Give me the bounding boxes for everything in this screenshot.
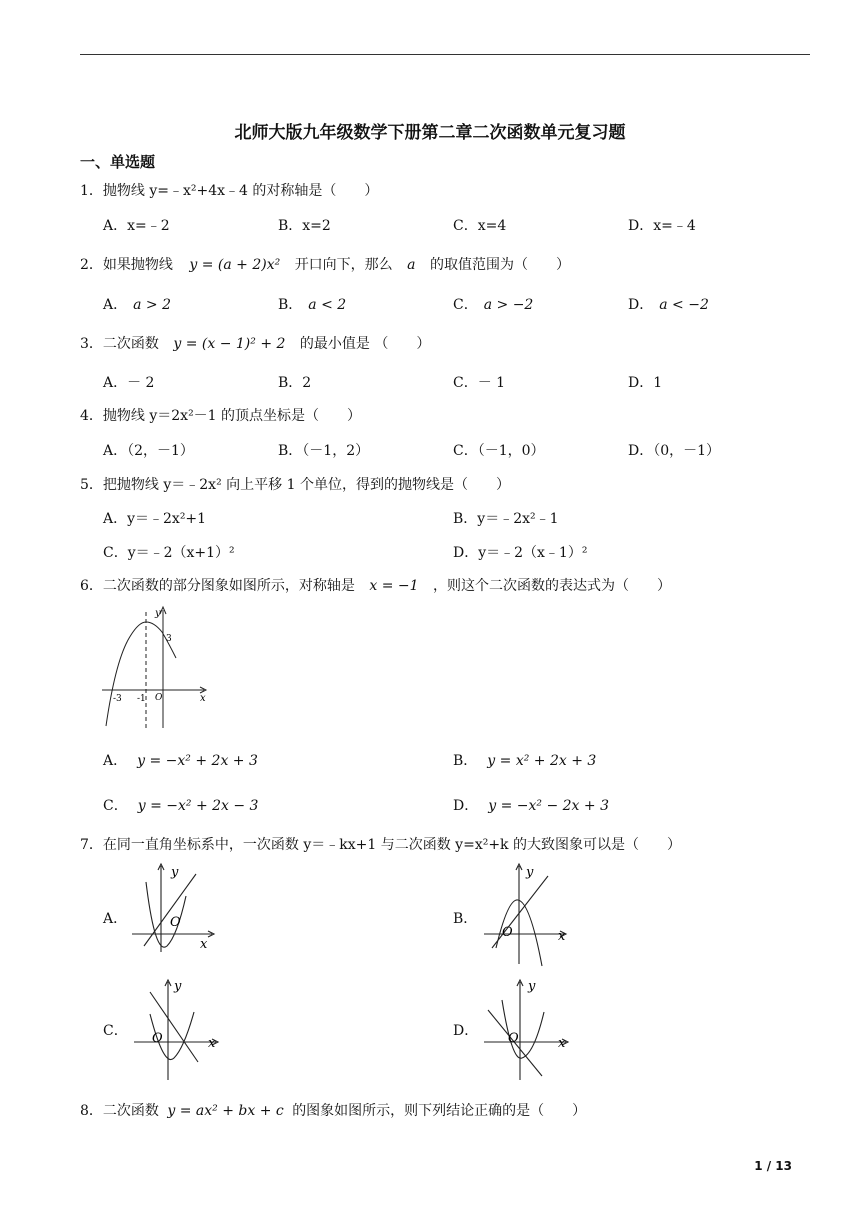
document-title: 北师大版九年级数学下册第二章二次函数单元复习题: [234, 123, 626, 143]
question-7-stem: 7．在同一直角坐标系中，一次函数 y＝﹣kx+1 与二次函数 y=x²+k 的大致图象可以是（ ）: [80, 837, 681, 853]
q6-tick-3: 3: [166, 634, 172, 644]
q4-option-a: A．（2，－1）: [103, 443, 194, 459]
q2-variable: a: [407, 257, 416, 273]
q7-graph-b: [482, 862, 574, 966]
q6-y-label: y: [155, 608, 161, 619]
question-4-stem: 4．抛物线 y＝2x²－1 的顶点坐标是（ ）: [80, 408, 362, 424]
q7-b-line: [492, 876, 548, 948]
q7-graph-d: [482, 978, 574, 1082]
q5-option-c: C．y＝﹣2（x+1）²: [103, 545, 235, 561]
q7-option-a-label: A．: [103, 911, 128, 927]
q3-stem-suffix: 的最小值是 （ ）: [299, 336, 431, 352]
q7-option-b-label: B．: [453, 911, 478, 927]
q3-option-c: C．－ 1: [453, 375, 506, 391]
svg-text:y: y: [174, 979, 182, 994]
q6-x-label: x: [200, 693, 206, 704]
q2-option-c: C． a > −2: [453, 297, 534, 313]
q6-axis: x = −1: [369, 578, 419, 594]
q6-tick-minus-3: -3: [113, 694, 122, 704]
q6-tick-minus-1: -1: [137, 694, 146, 704]
q7-a-line: [144, 874, 196, 946]
q7-c-line: [150, 992, 198, 1062]
q4-option-b: B．（－1，2）: [278, 443, 370, 459]
svg-text:y: y: [528, 979, 536, 994]
question-3-stem: [80, 333, 430, 353]
question-2-stem: [80, 254, 570, 274]
header-rule: [80, 54, 810, 55]
q4-option-d: D．（0，－1）: [628, 443, 721, 459]
svg-text:x: x: [208, 1036, 216, 1051]
q2-option-b: B． a < 2: [278, 297, 347, 313]
q7-d-parabola: [502, 1000, 544, 1058]
q1-option-c: C．x=4: [453, 218, 507, 234]
question-1-stem: 1．抛物线 y=﹣x²+4x﹣4 的对称轴是（ ）: [80, 183, 379, 199]
q6-origin-label: O: [155, 693, 163, 703]
svg-text:O: O: [508, 1031, 519, 1046]
svg-text:x: x: [558, 1036, 566, 1051]
q6-option-c: C． y = −x² + 2x − 3: [103, 798, 259, 814]
q2-stem-mid: 开口向下，那么: [294, 257, 393, 273]
q7-graph-c: [132, 978, 224, 1082]
q6-graph: [100, 604, 212, 729]
q3-option-d: D．1: [628, 375, 663, 391]
svg-text:O: O: [152, 1031, 163, 1046]
q6-stem-suffix: ，则这个二次函数的表达式为（ ）: [432, 578, 671, 594]
q8-stem-suffix: 的图象如图所示，则下列结论正确的是（ ）: [292, 1103, 587, 1119]
q4-option-c: C．（－1，0）: [453, 443, 545, 459]
svg-text:O: O: [170, 915, 181, 930]
q5-option-a: A．y＝﹣2x²+1: [103, 511, 207, 527]
question-5-stem: 5．把抛物线 y＝﹣2x² 向上平移 1 个单位，得到的抛物线是（ ）: [80, 477, 510, 493]
q7-option-c-label: C．: [103, 1023, 128, 1039]
q8-formula: y = ax² + bx + c: [167, 1103, 284, 1119]
svg-text:x: x: [558, 929, 566, 944]
q3-stem-prefix: 3．二次函数: [80, 336, 159, 352]
question-6-stem: [80, 575, 671, 595]
q5-option-b: B．y＝﹣2x²﹣1: [453, 511, 559, 527]
q1-option-d: D．x=﹣4: [628, 218, 696, 234]
page-number: 1 / 13: [754, 1159, 792, 1173]
q2-option-a: A． a > 2: [103, 297, 172, 313]
q7-graph-a: [130, 862, 222, 954]
q3-option-a: A．－ 2: [103, 375, 155, 391]
q6-option-d: D． y = −x² − 2x + 3: [453, 798, 609, 814]
q2-stem-prefix: 2．如果抛物线: [80, 257, 173, 273]
q8-stem-prefix: 8．二次函数: [80, 1103, 159, 1119]
q6-option-b: B． y = x² + 2x + 3: [453, 753, 597, 769]
q2-stem-suffix: 的取值范围为（ ）: [429, 257, 570, 273]
q2-option-d: D． a < −2: [628, 297, 709, 313]
q2-formula: y = (a + 2)x²: [189, 257, 281, 273]
q7-option-d-label: D．: [453, 1023, 479, 1039]
section-heading: 一、单选题: [80, 153, 156, 171]
q6-option-a: A． y = −x² + 2x + 3: [103, 753, 258, 769]
q1-option-b: B．x=2: [278, 218, 331, 234]
svg-text:O: O: [502, 925, 513, 940]
question-8-stem: [80, 1100, 586, 1120]
q3-formula: y = (x − 1)² + 2: [173, 336, 286, 352]
q6-stem-prefix: 6．二次函数的部分图象如图所示，对称轴是: [80, 578, 355, 594]
svg-text:y: y: [171, 865, 179, 880]
svg-text:y: y: [526, 865, 534, 880]
q5-option-d: D．y＝﹣2（x﹣1）²: [453, 545, 588, 561]
q3-option-b: B．2: [278, 375, 312, 391]
svg-text:x: x: [200, 937, 208, 952]
q1-option-a: A．x=﹣2: [103, 218, 170, 234]
